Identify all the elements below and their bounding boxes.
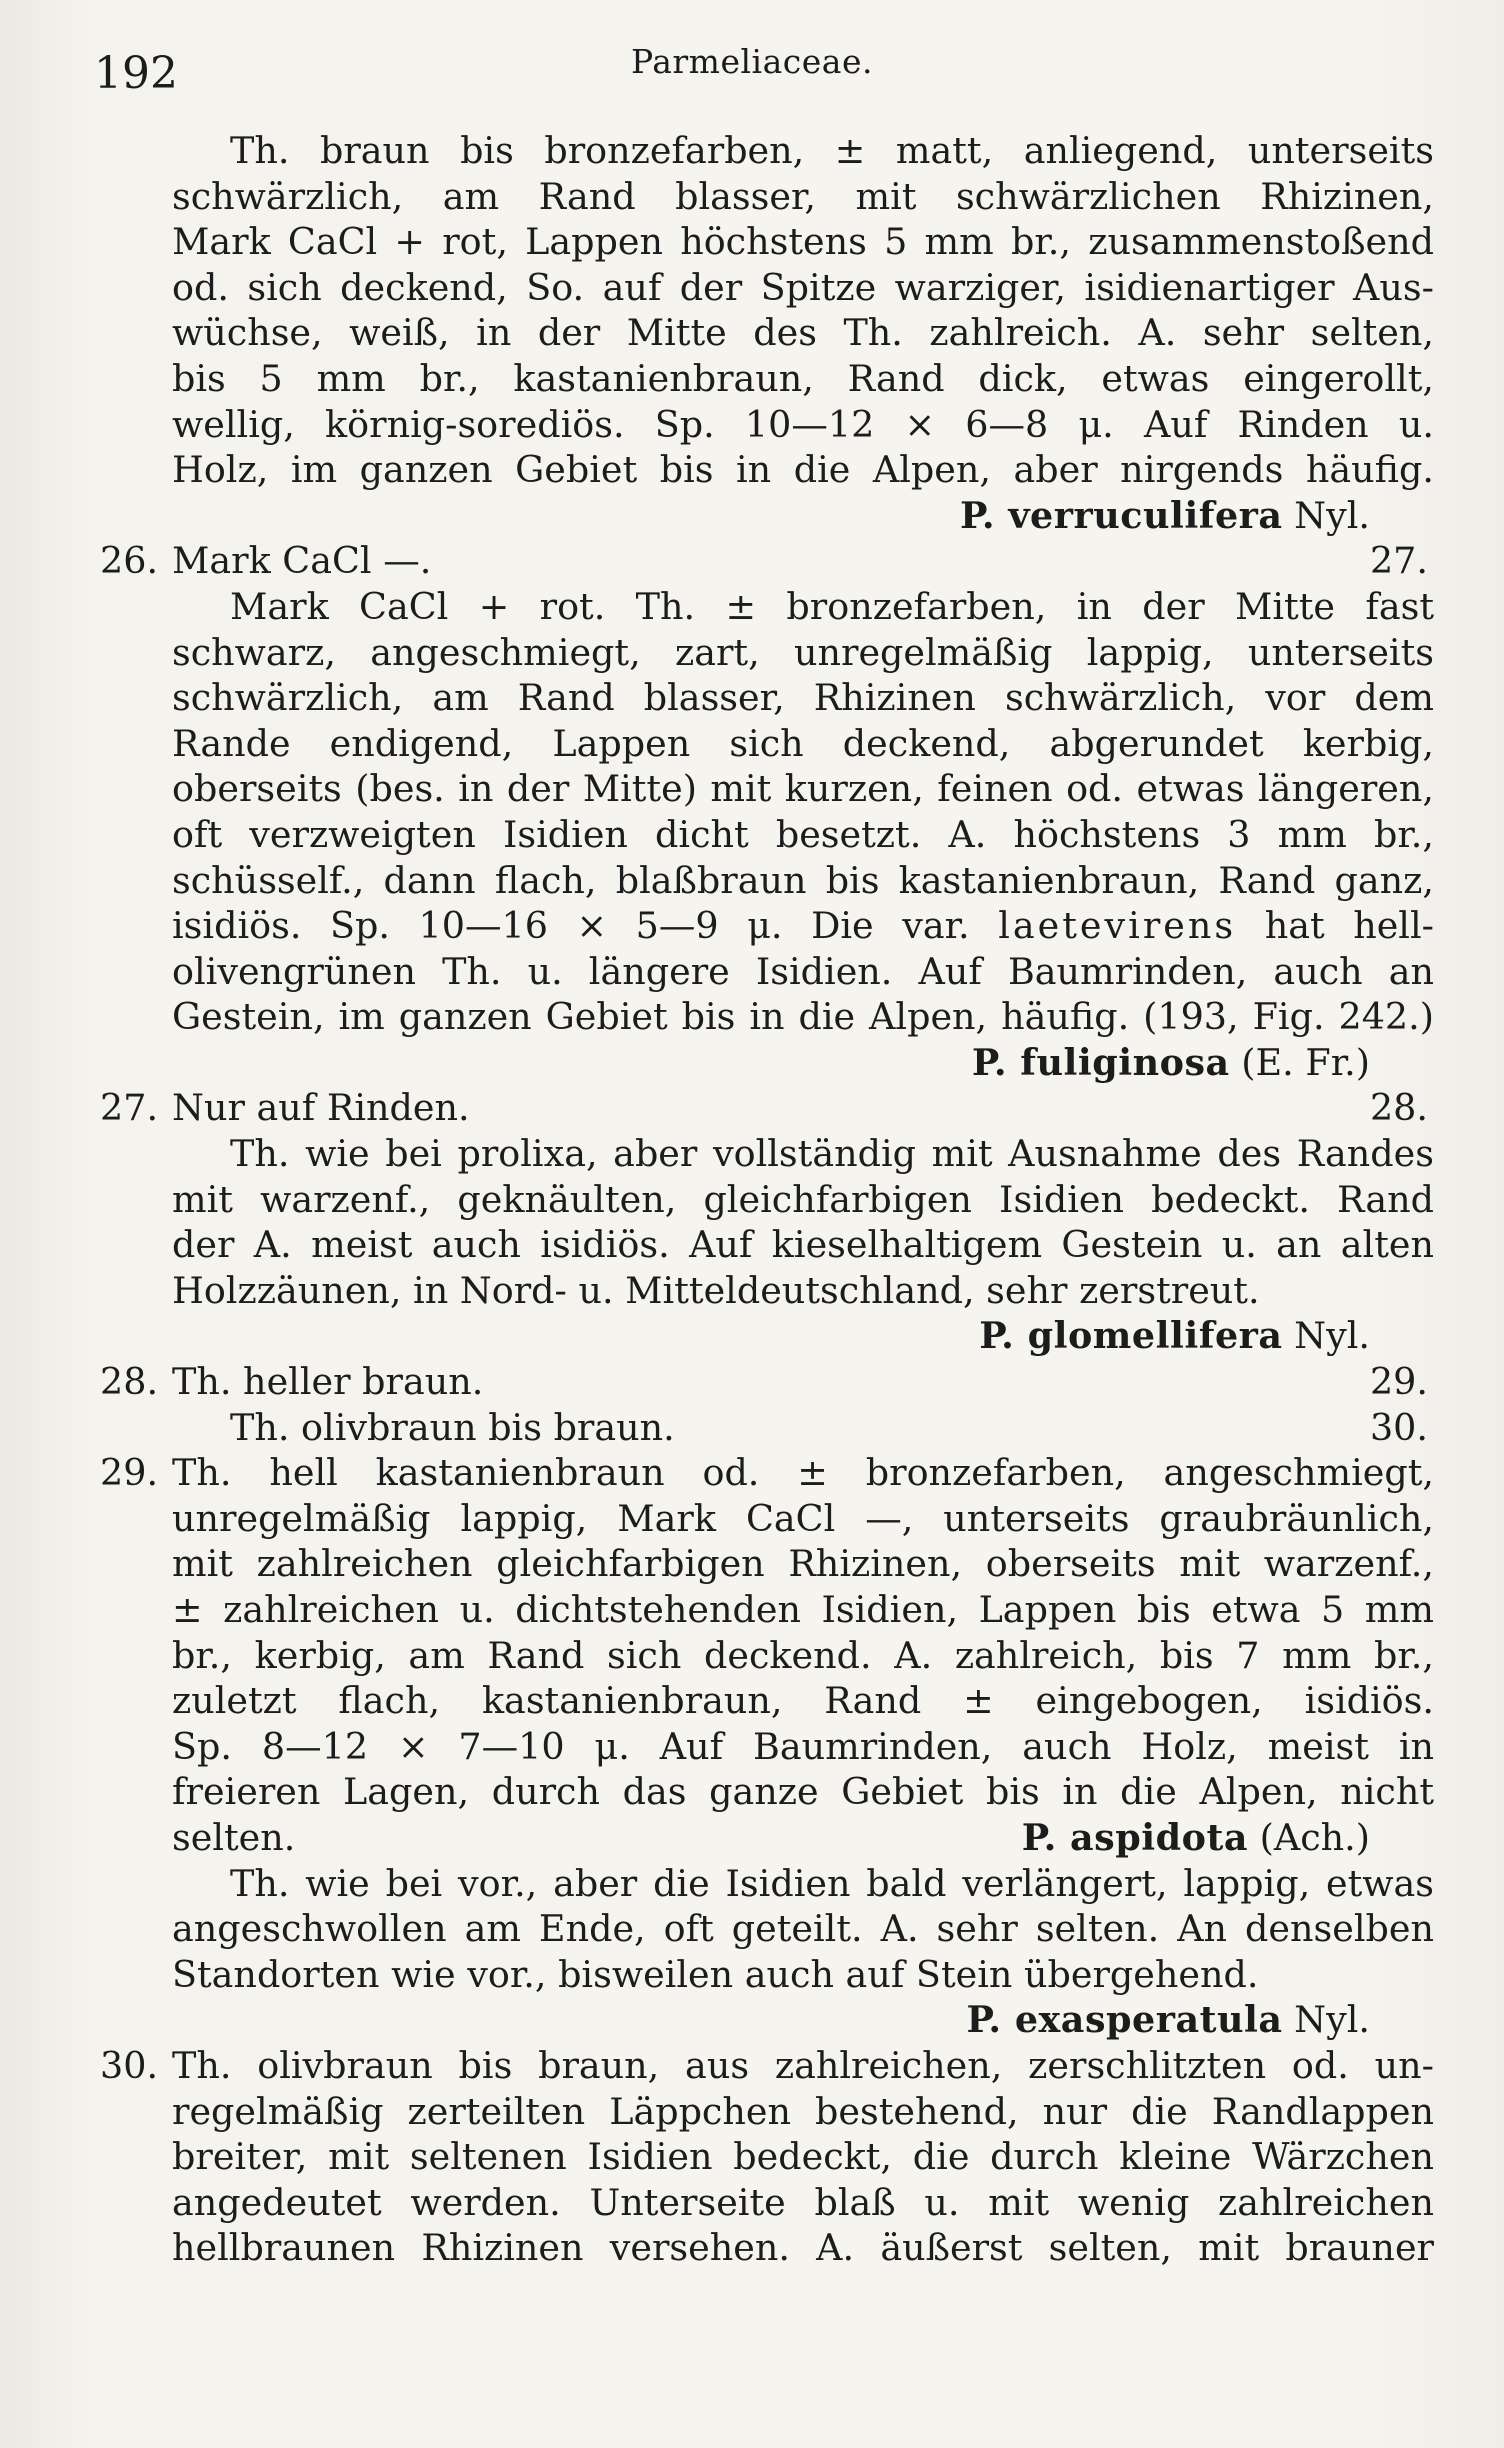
couplet-number: 26. [100,539,159,583]
species-label [1022,1815,1370,1861]
text-line: Sp. 8—12 × 7—10 μ. Auf Baumrinden, auch Holz, meist in [172,1724,1434,1768]
text-line: Th. braun bis bronzefarben, ± matt, anliegend, unterseits [230,129,1434,172]
text-line: Standorten wie vor., bisweilen auch auf Stein übergehend. [172,1952,1259,1996]
key-couplet-27 [100,1085,1434,1131]
text-line: zuletzt flach, kastanienbraun, Rand ± eingebogen, isidiös. [172,1679,1434,1723]
text-line: Holzzäunen, in Nord- u. Mitteldeutschland, sehr zerstreut. [172,1268,1260,1312]
text-line: schüsself., dann flach, blaßbraun bis kastanienbraun, Rand ganz, [172,858,1434,902]
couplet-text: Th. olivbraun bis braun. [230,1405,675,1449]
species-author: Nyl. [1294,493,1370,537]
key-couplet-28b [172,1405,1434,1451]
text-segment: isidiös. Sp. 10—16 × 5—9 μ. Die var. [172,904,970,948]
text-line: schwarz, angeschmiegt, zart, unregelmäßig lappig, unterseits [172,630,1434,674]
text-line: wüchse, weiß, in der Mitte des Th. zahlreich. A. sehr selten, [172,311,1434,355]
text-line: breiter, mit seltenen Isidien bedeckt, die durch kleine Wärzchen [172,2135,1434,2179]
text-segment: selten. [172,1815,296,1859]
species-author: Nyl. [1294,1998,1370,2042]
text-line: der A. meist auch isidiös. Auf kieselhaltigem Gestein u. an alten [172,1223,1434,1267]
species-line [172,1815,1434,1861]
species-name: P. fuliginosa [971,1040,1230,1084]
text-line: Mark CaCl + rot, Lappen höchstens 5 mm br., zusammenstoßend [172,220,1434,264]
text-line: angedeutet werden. Unterseite blaß u. mit wenig zahlreichen [172,2180,1434,2224]
couplet-ref: 27. [1369,539,1428,583]
couplet-text: Th. olivbraun bis braun, aus zahlreichen, zerschlitzten od. un- [172,2043,1434,2087]
text-line: Rande endigend, Lappen sich deckend, abgerundet kerbig, [172,721,1434,765]
text-line: freieren Lagen, durch das ganze Gebiet bis in die Alpen, nicht [172,1770,1434,1814]
species-name: P. glomellifera [979,1314,1283,1358]
page-number: 192 [94,48,178,99]
running-head: Parmeliaceae. [631,42,873,81]
species-line [172,1997,1434,2043]
couplet-text: Nur auf Rinden. [172,1086,470,1130]
text-line: od. sich deckend, So. auf der Spitze warziger, isidienartiger Aus- [172,265,1434,309]
couplet-text: Th. heller braun. [172,1360,484,1404]
species-name: P. exasperatula [966,1998,1283,2042]
couplet-text: Th. hell kastanienbraun od. ± bronzefarben, angeschmiegt, [172,1451,1434,1495]
key-couplet-28 [100,1359,1434,1405]
text-line: unregelmäßig lappig, Mark CaCl —, unterseits graubräunlich, [172,1496,1434,1540]
species-line [172,1313,1434,1359]
key-couplet-26 [100,538,1434,584]
species-author: Nyl. [1294,1314,1370,1358]
variety-name: laetevirens [998,904,1237,948]
text-line: Mark CaCl + rot. Th. ± bronzefarben, in der Mitte fast [230,584,1434,628]
text-line: wellig, körnig-sorediös. Sp. 10—12 × 6—8 μ. Auf Rinden u. [172,402,1434,446]
text-line: oberseits (bes. in der Mitte) mit kurzen, feinen od. etwas längeren, [172,767,1434,811]
couplet-number: 29. [100,1451,159,1495]
species-author: (E. Fr.) [1241,1040,1370,1084]
text-line: ± zahlreichen u. dichtstehenden Isidien, Lappen bis etwa 5 mm [172,1588,1434,1631]
text-line: olivengrünen Th. u. längere Isidien. Auf Baumrinden, auch an [172,949,1434,993]
species-line [172,493,1434,539]
text-line: Th. wie bei prolixa, aber vollständig mit Ausnahme des Randes [230,1132,1434,1176]
couplet-ref: 29. [1369,1360,1428,1404]
couplet-text: Mark CaCl —. [172,539,432,583]
key-couplet-29 [100,1450,1434,1496]
couplet-ref: 28. [1369,1086,1428,1130]
couplet-ref: 30. [1369,1405,1428,1449]
species-line [172,1040,1434,1086]
couplet-number: 28. [100,1360,159,1404]
key-couplet-30 [100,2043,1434,2089]
text-line [172,903,1434,949]
text-line: angeschwollen am Ende, oft geteilt. A. sehr selten. An denselben [172,1907,1434,1951]
text-line: Th. wie bei vor., aber die Isidien bald verlängert, lappig, etwas [230,1861,1434,1905]
couplet-number: 27. [100,1086,159,1130]
page-body [100,128,1434,2271]
text-line: Gestein, im ganzen Gebiet bis in die Alpen, häufig. (193, Fig. 242.) [172,995,1434,1039]
species-name: P. verruculifera [960,493,1283,537]
text-line: mit zahlreichen gleichfarbigen Rhizinen, oberseits mit warzenf., [172,1542,1434,1586]
text-line: schwärzlich, am Rand blasser, mit schwärzlichen Rhizinen, [172,174,1434,218]
text-line: regelmäßig zerteilten Läppchen bestehend, nur die Randlappen [172,2089,1434,2133]
species-author: (Ach.) [1259,1815,1370,1859]
page-header [94,40,1410,110]
couplet-number: 30. [100,2043,159,2087]
text-line: mit warzenf., geknäulten, gleichfarbigen Isidien bedeckt. Rand [172,1177,1434,1221]
text-line: bis 5 mm br., kastanienbraun, Rand dick, etwas eingerollt, [172,356,1434,400]
species-name: P. aspidota [1021,1815,1248,1859]
text-line: hellbraunen Rhizinen versehen. A. äußerst selten, mit brauner [172,2226,1434,2270]
text-segment: hat hell- [1264,904,1434,948]
text-line: Holz, im ganzen Gebiet bis in die Alpen, aber nirgends häufig. [172,448,1434,492]
text-line: br., kerbig, am Rand sich deckend. A. zahlreich, bis 7 mm br., [172,1633,1434,1677]
text-line: schwärzlich, am Rand blasser, Rhizinen schwärzlich, vor dem [172,676,1434,720]
text-line: oft verzweigten Isidien dicht besetzt. A. höchstens 3 mm br., [172,812,1434,856]
